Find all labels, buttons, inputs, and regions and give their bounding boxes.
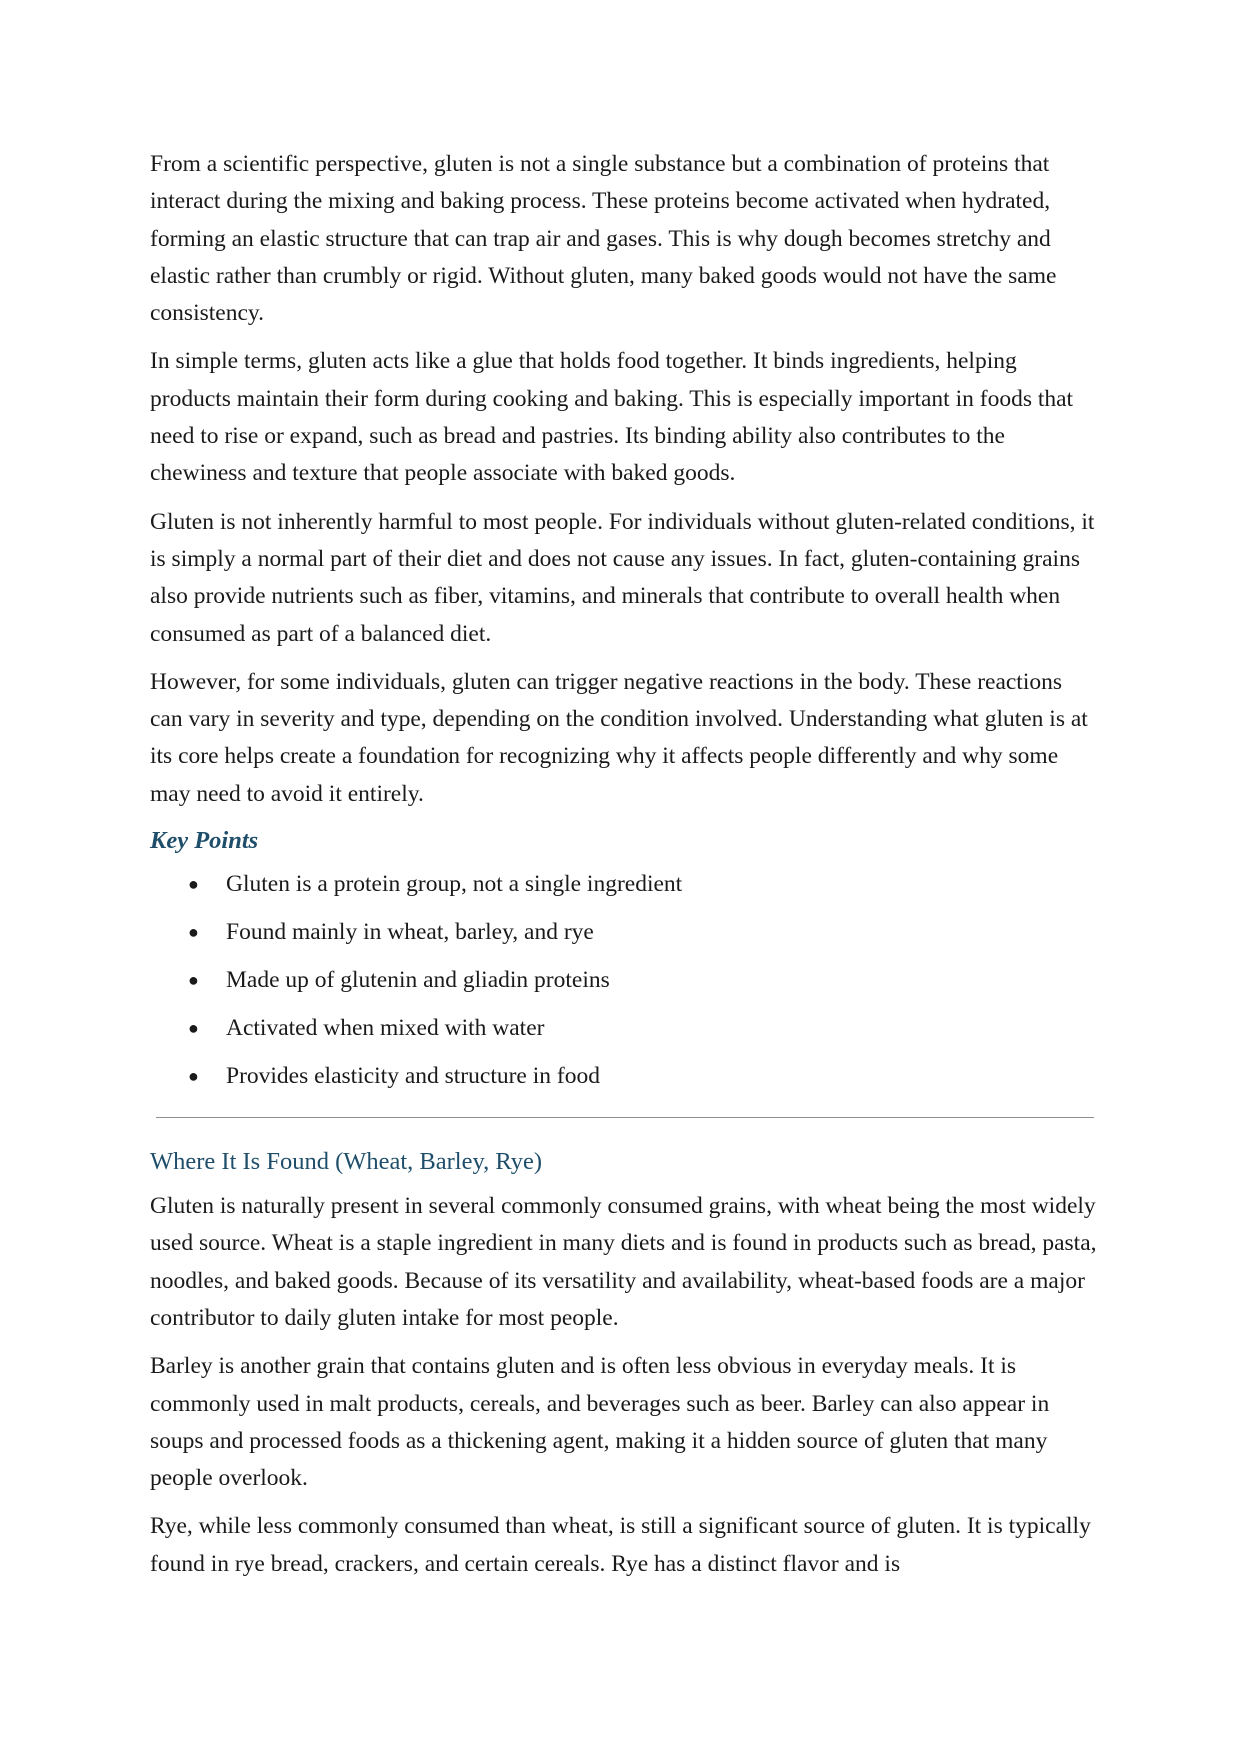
- list-item: [150, 866, 1100, 903]
- key-points-heading: Key Points: [150, 827, 259, 855]
- list-item-text: Provides elasticity and structure in food: [226, 1063, 600, 1090]
- intro-paragraph-4: However, for some individuals, gluten can trigger negative reactions in the body. These reactions can vary in severity and type, depending on the condition involved. Understanding what gluten is at its core helps create a foundation for recognizing why it affects people differently and why some may need to avoid it entirely.: [150, 668, 1088, 807]
- bullet-icon: ●: [188, 970, 199, 991]
- list-item: [150, 1058, 1100, 1095]
- intro-paragraph-2: In simple terms, gluten acts like a glue that holds food together. It binds ingredients, helping products maintain their form during cooking and baking. This is especially important in foods that need to rise or expand, such as bread and pastries. Its binding ability also contributes to the chewiness and texture that people associate with baked goods.: [150, 348, 1074, 487]
- list-item-text: Gluten is a protein group, not a single ingredient: [226, 871, 683, 898]
- intro-paragraph-3: Gluten is not inherently harmful to most people. For individuals without gluten-related conditions, it is simply a normal part of their diet and does not cause any issues. In fact, gluten-containing grains also provide nutrients such as fiber, vitamins, and minerals that contribute to overall health when consumed as part of a balanced diet.: [150, 508, 1095, 647]
- list-item: [150, 914, 1100, 951]
- intro-paragraph-1: From a scientific perspective, gluten is not a single substance but a combination of proteins that interact during the mixing and baking process. These proteins become activated when hydrated, forming an elastic structure that can trap air and gases. This is why dough becomes stretchy and elastic rather than crumbly or rigid. Without gluten, many baked goods would not have the same consistency.: [150, 151, 1057, 327]
- section-heading: Where It Is Found (Wheat, Barley, Rye): [150, 1148, 543, 1176]
- bullet-icon: ●: [188, 922, 199, 943]
- key-points-list: [150, 866, 1100, 1095]
- list-item-text: Found mainly in wheat, barley, and rye: [226, 919, 594, 946]
- section-divider: [156, 1117, 1094, 1118]
- list-item-text: Activated when mixed with water: [226, 1015, 545, 1042]
- document-page: [150, 146, 1100, 1594]
- bullet-icon: ●: [188, 1018, 199, 1039]
- section-paragraph-1: Gluten is naturally present in several commonly consumed grains, with wheat being the most widely used source. Wheat is a staple ingredient in many diets and is found in products such as bread, pasta, noodles, and baked goods. Because of its versatility and availability, wheat-based foods are a major contributor to daily gluten intake for most people.: [150, 1193, 1097, 1331]
- list-item: [150, 962, 1100, 999]
- list-item: [150, 1010, 1100, 1047]
- bullet-icon: ●: [188, 1066, 199, 1087]
- section-paragraph-2: Barley is another grain that contains gluten and is often less obvious in everyday meals. It is commonly used in malt products, cereals, and beverages such as beer. Barley can also appear in soups and processed foods as a thickening agent, making it a hidden source of gluten that many people overlook.: [150, 1353, 1050, 1492]
- list-item-text: Made up of glutenin and gliadin proteins: [226, 967, 610, 994]
- section-paragraph-3: Rye, while less commonly consumed than wheat, is still a significant source of gluten. It is typically found in rye bread, crackers, and certain cereals. Rye has a distinct flavor and is: [150, 1513, 1091, 1577]
- bullet-icon: ●: [188, 874, 199, 895]
